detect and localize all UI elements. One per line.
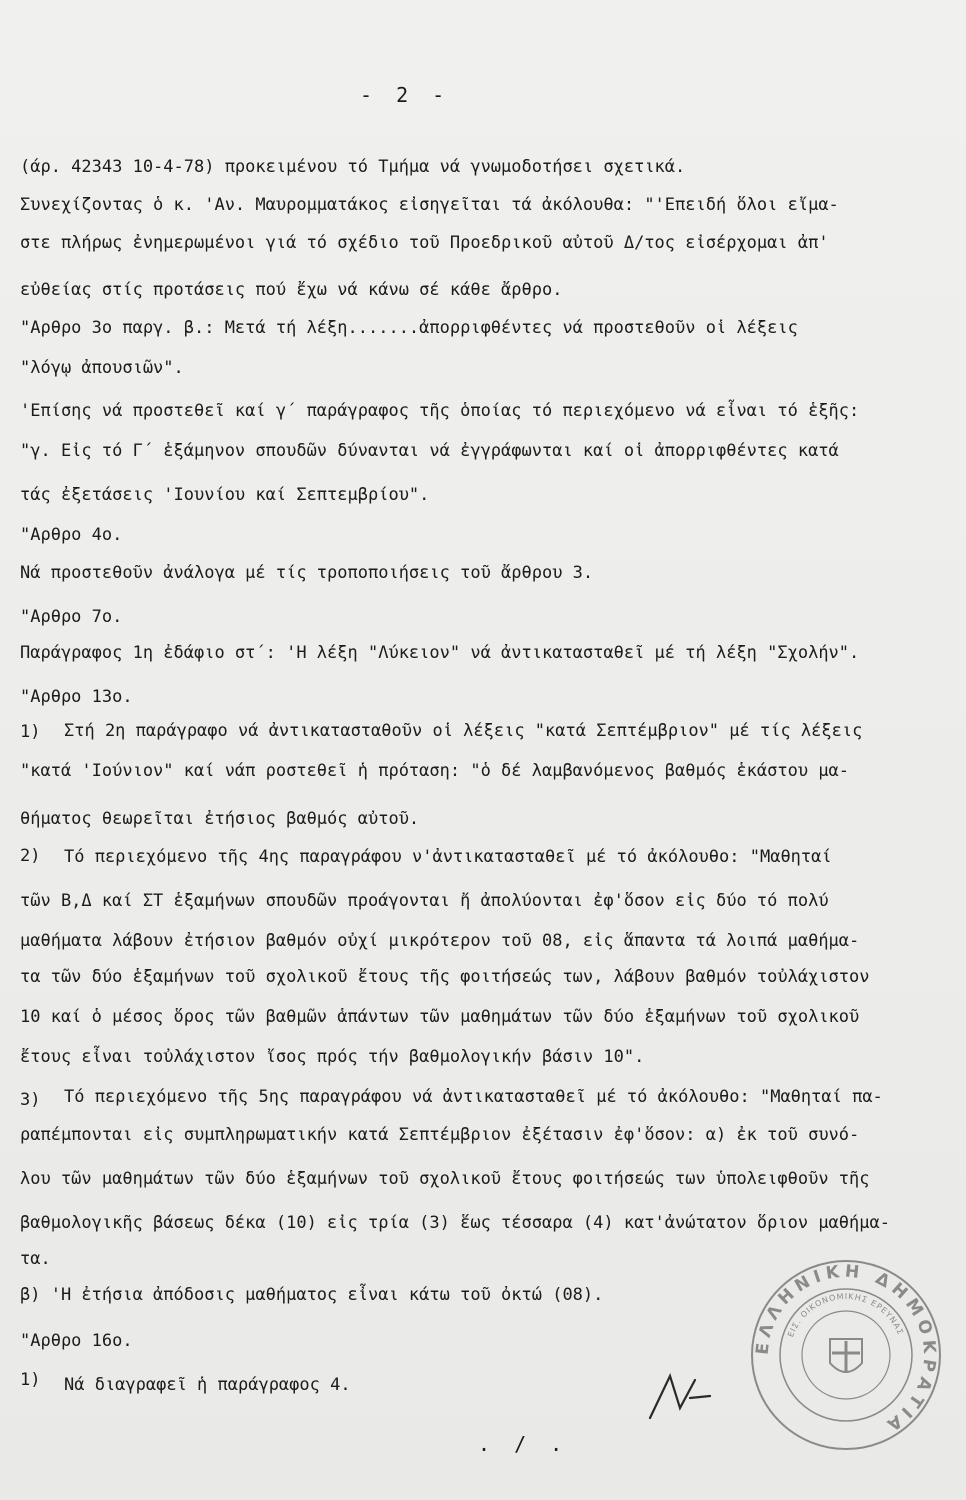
text-line: "γ. Εἰς τό Γ΄ ἑξάμηνον σπουδῶν δύνανται νά ἐγγράφωνται καί οἱ ἀπορριφθέντες κατά: [20, 441, 839, 461]
text-line: τῶν Β,Δ καί ΣΤ ἑξαμήνων σπουδῶν προάγονται ἤ ἀπολύονται ἐφ'ὅσον εἰς δύο τό πολύ: [20, 891, 829, 911]
text-line: Στή 2η παράγραφο νά ἀντικατασταθοῦν οἱ λέξεις "κατά Σεπτέμβριον" μέ τίς λέξεις: [64, 721, 863, 741]
svg-text:ΕΙΣ. ΟΙΚΟΝΟΜΙΚΗΣ ΕΡΕΥΝΑΣ: [786, 1292, 905, 1338]
text-line: ραπέμπονται εἰς συμπληρωματικήν κατά Σεπτέμβριον ἐξέτασιν ἐφ'ὅσον: α) ἐκ τοῦ συνό-: [20, 1125, 860, 1145]
section-heading: "Αρθρο 4ο.: [20, 525, 123, 545]
text-line: Νά διαγραφεῖ ἡ παράγραφος 4.: [64, 1375, 351, 1395]
section-heading: "Αρθρο 13ο.: [20, 687, 133, 707]
text-line: 10 καί ὁ μέσος ὅρος τῶν βαθμῶν ἁπάντων τῶν μαθημάτων τῶν δύο ἑξαμήνων τοῦ σχολικοῦ: [20, 1007, 860, 1027]
text-line: μαθήματα λάβουν ἐτήσιον βαθμόν οὐχί μικρότερον τοῦ 08, εἰς ἅπαντα τά λοιπά μαθήμα-: [20, 931, 860, 951]
section-heading: "Αρθρο 16ο.: [20, 1331, 133, 1351]
text-line: λου τῶν μαθημάτων τῶν δύο ἑξαμήνων τοῦ σχολικοῦ ἔτους φοιτήσεώς των ὑπολειφθοῦν τῆς: [20, 1169, 870, 1189]
text-line: 'Επίσης νά προστεθεῖ καί γ΄ παράγραφος τῆς ὁποίας τό περιεχόμενο νά εἶναι τό ἑξῆς:: [20, 401, 860, 421]
text-line: "κατά 'Ιούνιον" καί νάπ ροστεθεῖ ἡ πρόταση: "ὁ δέ λαμβανόμενος βαθμός ἑκάστου μα-: [20, 761, 850, 781]
item-number: 1): [20, 722, 41, 742]
item-number: 1): [20, 1370, 41, 1390]
text-line: Νά προστεθοῦν ἀνάλογα μέ τίς τροποποιήσεις τοῦ ἄρθρου 3.: [20, 563, 594, 583]
text-line: β) 'Η ἐτήσια ἀπόδοσις μαθήματος εἶναι κάτω τοῦ ὀκτώ (08).: [20, 1285, 604, 1305]
stamp-outer-text: ΕΛΛΗΝΙΚΗ ΔΗΜΟΚΡΑΤΙΑ: [752, 1261, 940, 1438]
text-line: τα τῶν δύο ἑξαμήνων τοῦ σχολικοῦ ἔτους τῆς φοιτήσεώς των, λάβουν βαθμόν τοὐλάχιστον: [20, 967, 870, 987]
text-line: ἔτους εἶναι τοὐλάχιστον ἴσος πρός τήν βαθμολογικήν βάσιν 10".: [20, 1047, 645, 1067]
stamp-inner-text: ΕΙΣ. ΟΙΚΟΝΟΜΙΚΗΣ ΕΡΕΥΝΑΣ: [786, 1291, 906, 1339]
text-line: θήματος θεωρεῖται ἐτήσιος βαθμός αὐτοῦ.: [20, 809, 420, 829]
text-line: "Αρθρο 3ο παργ. β.: Μετά τή λέξη.......ἀπορριφθέντες νά προστεθοῦν οἱ λέξεις: [20, 318, 798, 338]
text-line: τα.: [20, 1249, 51, 1269]
section-heading: "Αρθρο 7ο.: [20, 607, 123, 627]
text-line: στε πλήρως ἐνημερωμένοι γιά τό σχέδιο τοῦ Προεδρικοῦ αὐτοῦ Δ/τος εἰσέρχομαι ἀπ': [20, 233, 829, 253]
item-number: 2): [20, 846, 41, 866]
continuation-mark: . / .: [478, 1432, 569, 1456]
coat-of-arms-icon: [830, 1339, 862, 1373]
page-number: - 2 -: [360, 83, 451, 107]
text-line: εὐθείας στίς προτάσεις πού ἔχω νά κάνω σέ κάθε ἄρθρο.: [20, 280, 563, 300]
item-number: 3): [20, 1090, 41, 1110]
text-line: τάς ἐξετάσεις 'Ιουνίου καί Σεπτεμβρίου".: [20, 485, 430, 505]
text-line: "λόγῳ ἀπουσιῶν".: [20, 358, 184, 378]
text-line: Τό περιεχόμενο τῆς 5ης παραγράφου νά ἀντικατασταθεῖ μέ τό ἀκόλουθο: "Μαθηταί πα-: [64, 1087, 883, 1107]
text-line: βαθμολογικῆς βάσεως δέκα (10) εἰς τρία (3) ἕως τέσσαρα (4) κατ'ἀνώτατον ὅριον μαθήμα-: [20, 1213, 890, 1233]
text-line: (άρ. 42343 10-4-78) προκειμένου τό Τμήμα νά γνωμοδοτήσει σχετικά.: [20, 157, 686, 177]
official-stamp-seal: [746, 1255, 946, 1455]
signature-mark: [640, 1368, 760, 1428]
text-line: Συνεχίζοντας ὁ κ. 'Αν. Μαυρομματάκος εἰσηγεῖται τά ἀκόλουθα: "'Επειδή ὅλοι εἴμα-: [20, 195, 839, 215]
text-line: Παράγραφος 1η ἐδάφιο στ΄: 'Η λέξη "Λύκειον" νά ἀντικατασταθεῖ μέ τή λέξη "Σχολήν".: [20, 643, 860, 663]
text-line: Τό περιεχόμενο τῆς 4ης παραγράφου ν'ἀντικατασταθεῖ μέ τό ἀκόλουθο: "Μαθηταί: [64, 847, 832, 867]
